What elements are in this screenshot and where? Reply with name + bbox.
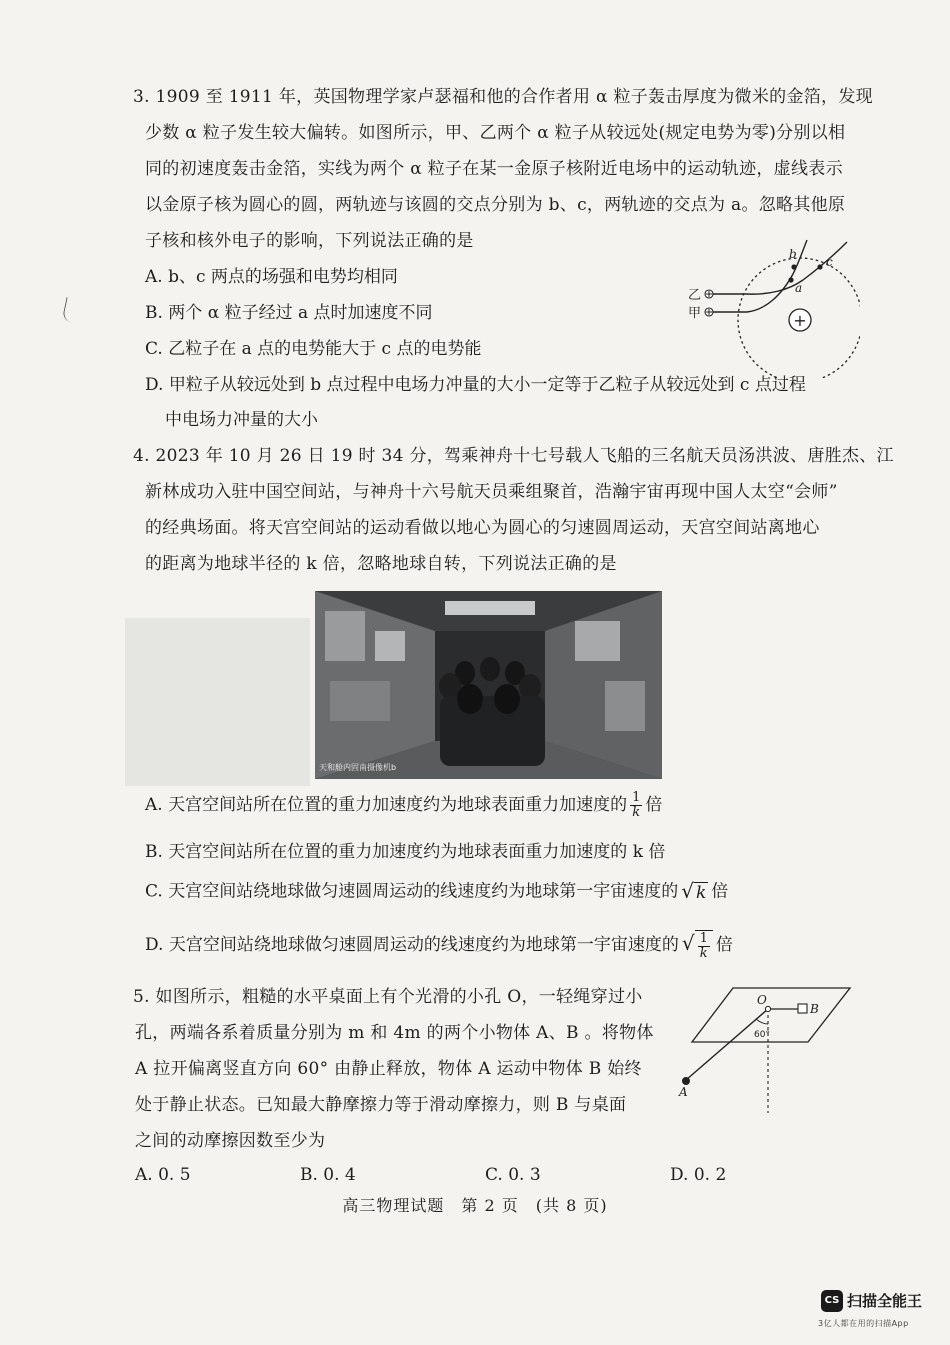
q5-line-4: 处于静止状态。已知最大静摩擦力等于滑动摩擦力，则 B 与桌面 — [135, 1095, 627, 1115]
q5-line-5: 之间的动摩擦因数至少为 — [135, 1131, 326, 1151]
q4-option-c-sqrt: √ k — [681, 879, 707, 903]
q3-label-jia: 甲 — [688, 306, 702, 321]
q5-ball-a — [682, 1077, 690, 1085]
q4-line-4: 的距离为地球半径的 k 倍，忽略地球自转，下列说法正确的是 — [145, 554, 617, 574]
q5-option-a[interactable]: A. 0. 5 — [135, 1165, 191, 1185]
q4-option-a-text: A. 天宫空间站所在位置的重力加速度约为地球表面重力加速度的 — [145, 795, 628, 815]
q3-label-b: b — [789, 247, 797, 261]
q4-space-station-photo — [315, 591, 662, 779]
q4-option-a-suffix: 倍 — [645, 795, 663, 815]
q3-label-yi: 乙 — [688, 288, 702, 303]
q5-option-b[interactable]: B. 0. 4 — [300, 1165, 356, 1185]
q4-option-d-suffix: 倍 — [715, 935, 733, 955]
q3-point-a — [788, 277, 793, 282]
q3-point-b — [791, 264, 796, 269]
q4-line-1: 4. 2023 年 10 月 26 日 19 时 34 分，驾乘神舟十七号载人飞船的三名航天员汤洪波、唐胜杰、江 — [133, 446, 894, 466]
q5-line-2: 孔，两端各系着质量分别为 m 和 4m 的两个小物体 A、B 。将物体 — [135, 1023, 654, 1043]
q4-option-d-sqrt: √ $\frac{1}{k}$ — [682, 930, 713, 961]
q5-label-o: O — [757, 993, 767, 1007]
q3-line-1: 3. 1909 至 1911 年，英国物理学家卢瑟福和他的合作者用 α 粒子轰击厚度为微米的金箔，发现 — [133, 87, 873, 107]
q3-option-d-cont: 中电场力冲量的大小 — [165, 410, 318, 430]
q4-option-c[interactable] — [145, 880, 728, 904]
q4-line-2: 新林成功入驻中国空间站，与神舟十六号航天员乘组聚首，浩瀚宇宙再现中国人太空“会师” — [145, 482, 838, 502]
q4-option-a[interactable] — [145, 791, 662, 820]
q4-option-c-text: C. 天宫空间站绕地球做匀速圆周运动的线速度约为地球第一宇宙速度的 — [145, 881, 679, 902]
q5-label-angle: 60° — [754, 1030, 770, 1040]
camscanner-tagline: 3亿人都在用的扫描App — [818, 1319, 909, 1328]
q5-hole-o — [765, 1006, 770, 1011]
q4-line-3: 的经典场面。将天宫空间站的运动看做以地心为圆心的匀速圆周运动，天宫空间站离地心 — [145, 518, 820, 538]
q5-line-3: A 拉开偏离竖直方向 60° 由静止释放，物体 A 运动中物体 B 始终 — [135, 1059, 642, 1079]
q4-option-c-suffix: 倍 — [711, 881, 729, 902]
q4-photo-scene — [315, 591, 662, 779]
page-footer: 高三物理试题 第 2 页 (共 8 页) — [342, 1196, 608, 1215]
q3-line-3: 同的初速度轰击金箔，实线为两个 α 粒子在某一金原子核附近电场中的运动轨迹，虚线表示 — [145, 159, 843, 179]
q3-option-a[interactable]: A. b、c 两点的场强和电势均相同 — [145, 267, 398, 287]
q4-option-d-text: D. 天宫空间站绕地球做匀速圆周运动的线速度约为地球第一宇宙速度的 — [145, 935, 679, 955]
q4-option-b[interactable]: B. 天宫空间站所在位置的重力加速度约为地球表面重力加速度的 k 倍 — [145, 842, 666, 862]
q5-option-d[interactable]: D. 0. 2 — [670, 1165, 727, 1185]
q5-pendulum-figure — [678, 980, 858, 1120]
q3-option-b[interactable]: B. 两个 α 粒子经过 a 点时加速度不同 — [145, 303, 433, 323]
q3-option-d[interactable]: D. 甲粒子从较远处到 b 点过程中电场力冲量的大小一定等于乙粒子从较远处到 c 点过程 — [145, 375, 806, 395]
q3-line-5: 子核和核外电子的影响，下列说法正确的是 — [145, 231, 474, 251]
q5-label-a: A — [679, 1085, 688, 1099]
q3-label-c: c — [826, 255, 833, 269]
camscanner-name: 扫描全能王 — [847, 1292, 923, 1310]
camscanner-logo: CS — [821, 1290, 843, 1312]
q3-line-4: 以金原子核为圆心的圆，两轨迹与该圆的交点分别为 b、c，两轨迹的交点为 a。忽略其他原 — [145, 195, 846, 215]
q5-option-c[interactable]: C. 0. 3 — [485, 1165, 541, 1185]
q3-line-2: 少数 α 粒子发生较大偏转。如图所示，甲、乙两个 α 粒子从较远处(规定电势为零)分别以相 — [145, 123, 846, 143]
q5-table-surface — [692, 988, 850, 1042]
q3-label-a: a — [795, 281, 803, 295]
q5-label-b: B — [810, 1002, 819, 1016]
q3-nucleus-sign: + — [793, 311, 807, 330]
q3-rutherford-figure — [685, 238, 860, 378]
q5-rope-to-a — [686, 1009, 768, 1080]
q5-angle-arc — [756, 1019, 768, 1024]
q3-point-c — [817, 264, 822, 269]
scan-edge-mark — [62, 297, 78, 323]
q4-photo-caption: 天和舱内固南摄像机b — [319, 763, 397, 772]
q5-line-1: 5. 如图所示，粗糙的水平桌面上有个光滑的小孔 O，一轻绳穿过小 — [133, 987, 643, 1007]
q4-option-d[interactable] — [145, 930, 733, 961]
q5-block-b — [798, 1004, 807, 1013]
q3-option-c[interactable]: C. 乙粒子在 a 点的电势能大于 c 点的电势能 — [145, 339, 482, 359]
q4-option-a-fraction: $\frac{1}{k}$ — [632, 790, 641, 820]
bleed-through-patch — [125, 618, 310, 786]
